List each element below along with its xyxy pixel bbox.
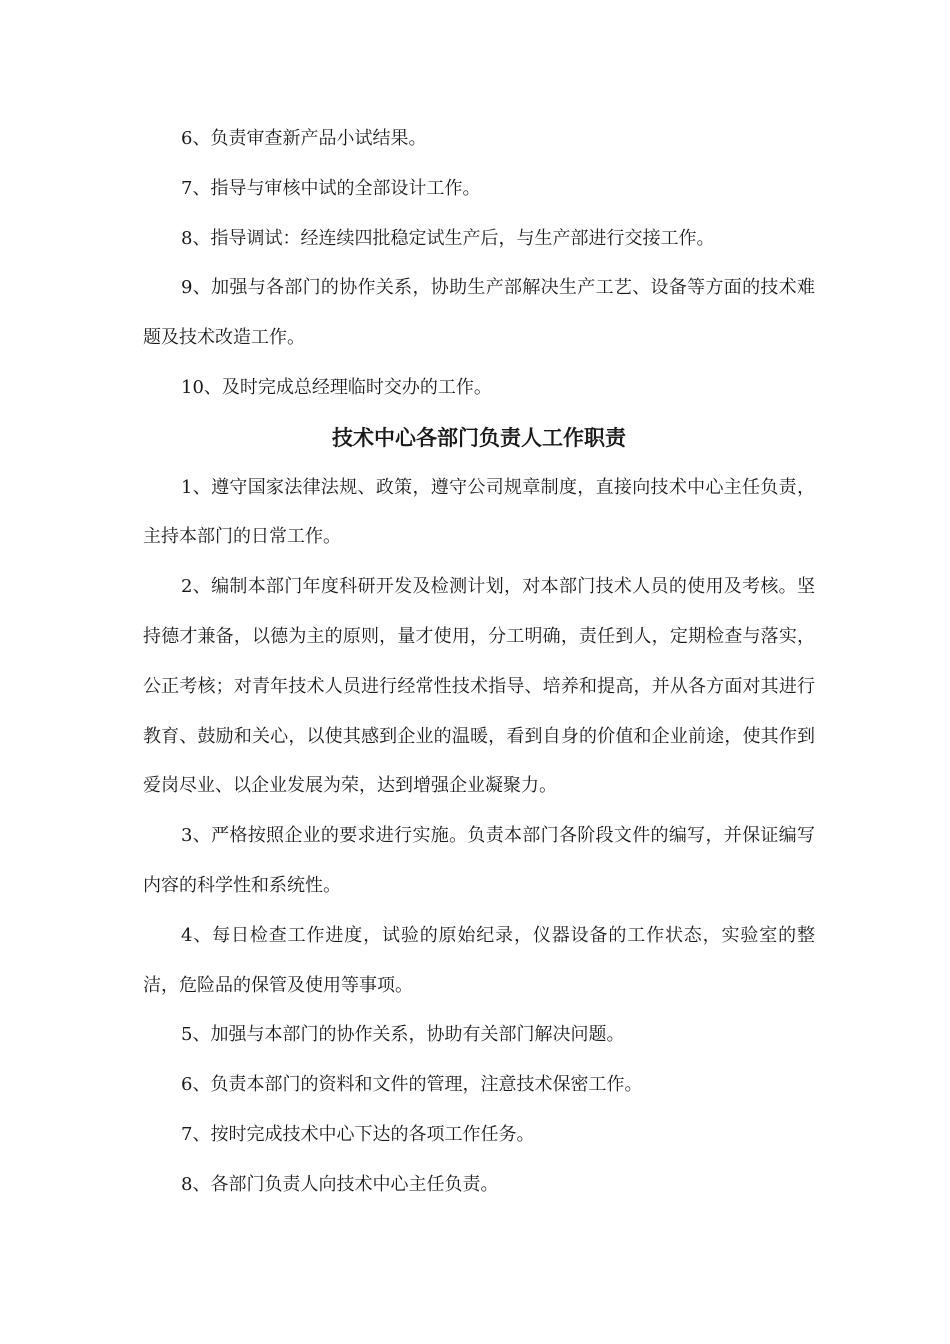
paragraph-dept-duty-3: 3、严格按照企业的要求进行实施。负责本部门各阶段文件的编写，并保证编写内容的科学性和系统性。 — [143, 825, 815, 896]
paragraph-duty-10: 10、及时完成总经理临时交办的工作。 — [181, 376, 492, 398]
paragraph-duty-8: 8、指导调试：经连续四批稳定试生产后，与生产部进行交接工作。 — [181, 227, 715, 249]
section-title: 技术中心各部门负责人工作职责 — [332, 424, 626, 450]
paragraph-dept-duty-1: 1、遵守国家法律法规、政策，遵守公司规章制度，直接向技术中心主任负责，主持本部门的日常工作。 — [143, 476, 815, 548]
paragraph-duty-7: 7、指导与审核中试的全部设计工作。 — [181, 177, 481, 199]
paragraph-dept-duty-4: 4、每日检查工作进度，试验的原始纪录，仪器设备的工作状态，实验室的整洁，危险品的保管及使用等事项。 — [143, 924, 815, 996]
paragraph-dept-duty-6: 6、负责本部门的资料和文件的管理，注意技术保密工作。 — [181, 1074, 643, 1096]
paragraph-duty-6: 6、负责审查新产品小试结果。 — [181, 128, 427, 149]
paragraph-dept-duty-5: 5、加强与本部门的协作关系，协助有关部门解决问题。 — [181, 1024, 625, 1046]
paragraph-dept-duty-2: 2、编制本部门年度科研开发及检测计划，对本部门技术人员的使用及考核。坚持德才兼备，以德为主的原则，量才使用，分工明确，责任到人，定期检查与落实，公正考核；对青年技术人员进行经常性技术指导、培养和提高，并从各方面对其进行教育、鼓励和关心，以使其感到企业的温暖，看到自身的价值和企业前途，使其作到爱岗尽业、以企业发展为荣，达到增强企业凝聚力。 — [143, 576, 815, 797]
paragraph-dept-duty-7: 7、按时完成技术中心下达的各项工作任务。 — [181, 1123, 535, 1145]
paragraph-duty-9: 9、加强与各部门的协作关系，协助生产部解决生产工艺、设备等方面的技术难题及技术改造工作。 — [143, 277, 815, 349]
document-body — [143, 114, 815, 1210]
paragraph-dept-duty-8: 8、各部门负责人向技术中心主任负责。 — [181, 1173, 499, 1195]
